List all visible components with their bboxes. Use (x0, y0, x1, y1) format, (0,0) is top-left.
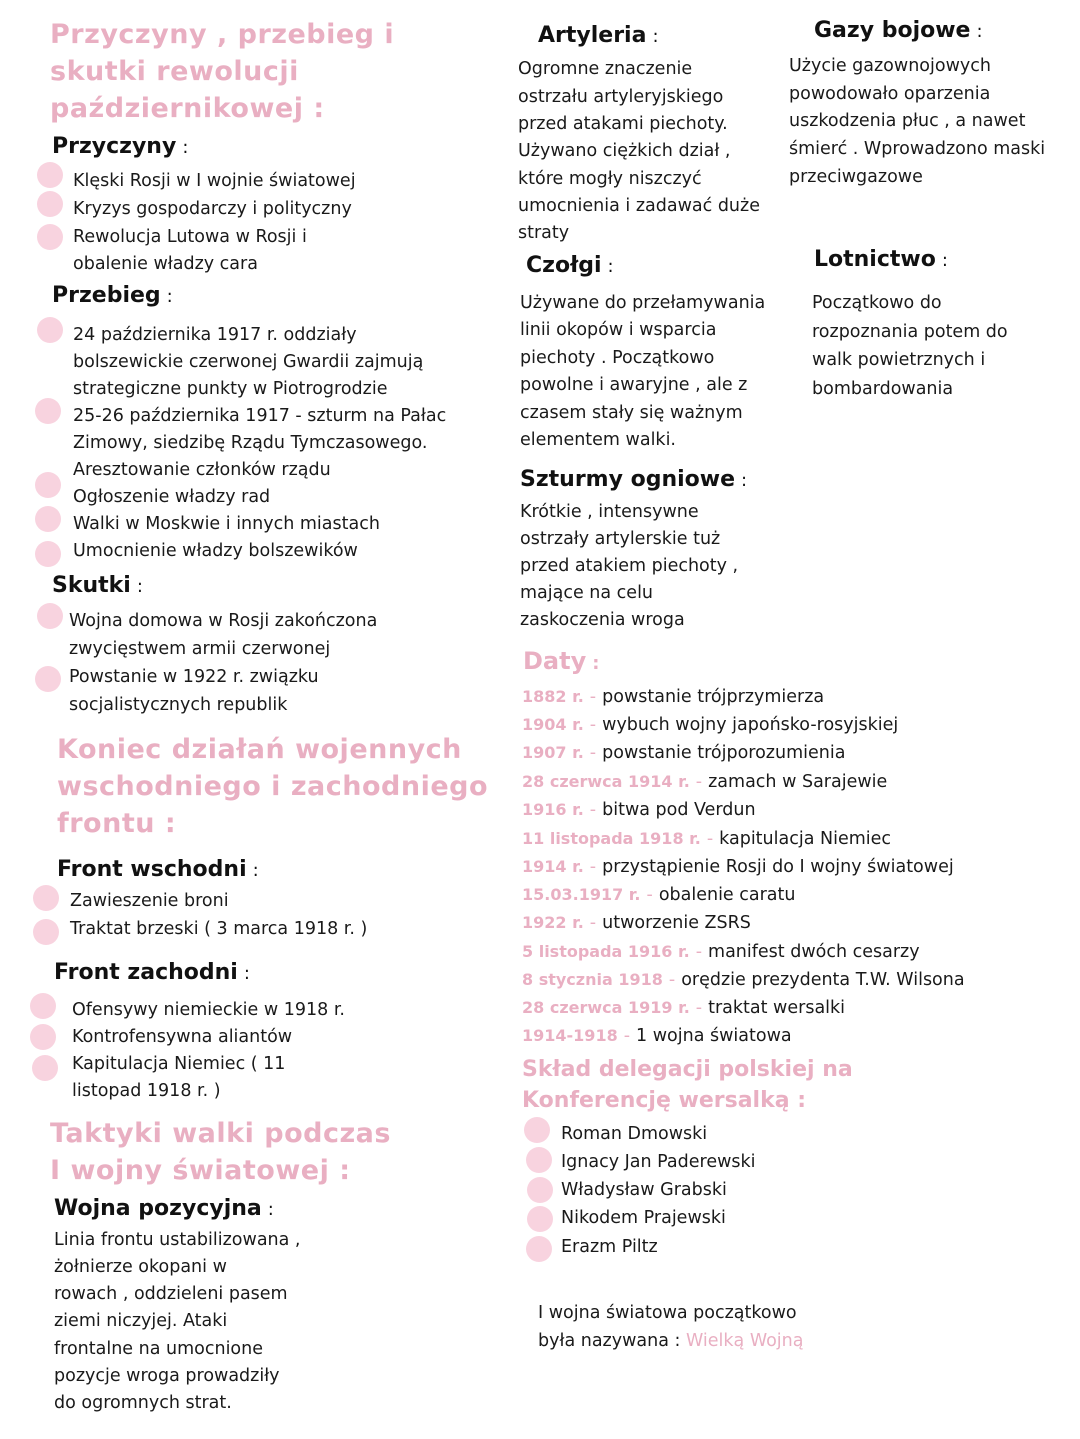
date-event: kapitulacja Niemiec (719, 829, 892, 849)
bullet-dot (35, 398, 61, 424)
date-label: 1882 r. (522, 687, 584, 706)
artyleria-line: straty (518, 223, 570, 243)
szturmy-title: Szturmy ogniowe (520, 467, 736, 492)
date-row: 1907 r. - powstanie trójporozumienia (522, 743, 846, 763)
bullet-dot (37, 191, 63, 217)
date-event: traktat wersalki (708, 998, 846, 1018)
bullet-dot (37, 603, 63, 629)
date-event: manifest dwóch cesarzy (708, 942, 920, 962)
front-zachodni-line: Ofensywy niemieckie w 1918 r. (72, 1000, 345, 1020)
date-row: 1882 r. - powstanie trójprzymierza (522, 687, 825, 707)
date-event: bitwa pod Verdun (602, 800, 756, 820)
note-prefix: była nazywana : (538, 1331, 681, 1351)
delegate-name: Roman Dmowski (561, 1124, 708, 1144)
daty-title: Daty (523, 647, 587, 675)
czolgi-line: piechoty . Początkowo (520, 348, 715, 368)
przebieg-title: Przebieg (52, 283, 161, 308)
skutki-line: Wojna domowa w Rosji zakończona (69, 611, 378, 631)
front-wschodni-heading: Front wschodni : (57, 857, 259, 882)
szturmy-line: ostrzały artylerskie tuż (520, 529, 721, 549)
date-label: 28 czerwca 1919 r. (522, 998, 690, 1017)
koniec-title-line: frontu : (57, 808, 177, 839)
koniec-title-line: Koniec działań wojennych (57, 734, 462, 765)
list-item: Kryzys gospodarczy i polityczny (73, 199, 352, 219)
bullet-dot (526, 1147, 552, 1173)
delegate-name: Nikodem Prajewski (561, 1208, 726, 1228)
artyleria-title: Artyleria (538, 23, 647, 48)
artyleria-line: które mogły niszczyć (518, 169, 702, 189)
list-item: obalenie władzy cara (73, 254, 258, 274)
wojna-pozycyjna-line: Linia frontu ustabilizowana , (54, 1230, 301, 1250)
bullet-dot (33, 919, 59, 945)
date-row: 1916 r. - bitwa pod Verdun (522, 800, 756, 820)
date-event: orędzie prezydenta T.W. Wilsona (681, 970, 965, 990)
przebieg-line: Walki w Moskwie i innych miastach (73, 514, 380, 534)
wojna-pozycyjna-heading: Wojna pozycyjna : (54, 1196, 274, 1221)
front-zachodni-line: Kontrofensywna aliantów (72, 1027, 293, 1047)
bullet-dot (35, 506, 61, 532)
bullet-dot (35, 541, 61, 567)
koniec-title-line: wschodniego i zachodniego (57, 771, 489, 802)
gazy-heading: Gazy bojowe : (814, 18, 983, 43)
przebieg-line: 25-26 października 1917 - szturm na Pałac (73, 406, 447, 426)
przebieg-line: Umocnienie władzy bolszewików (73, 541, 358, 561)
date-label: 28 czerwca 1914 r. (522, 772, 690, 791)
lotnictwo-line: bombardowania (812, 379, 954, 399)
list-item: Klęski Rosji w I wojnie światowej (73, 171, 356, 191)
date-label: 1916 r. (522, 800, 584, 819)
przyczyny-title: Przyczyny (52, 134, 177, 159)
bullet-dot (37, 224, 63, 250)
gazy-line: śmierć . Wprowadzono maski (789, 139, 1046, 159)
artyleria-line: ostrzału artyleryjskiego (518, 87, 724, 107)
bullet-dot (30, 1024, 56, 1050)
przebieg-line: Ogłoszenie władzy rad (73, 487, 271, 507)
czolgi-heading: Czołgi : (526, 253, 614, 278)
bullet-dot (32, 1055, 58, 1081)
taktyki-title-line: Taktyki walki podczas (50, 1118, 391, 1149)
bullet-dot (526, 1236, 552, 1262)
lotnictwo-line: Początkowo do (812, 293, 942, 313)
skutki-title: Skutki (52, 573, 131, 598)
delegacja-title-line: Konferencję wersalką : (522, 1088, 807, 1113)
front-zachodni-line: Kapitulacja Niemiec ( 11 (72, 1054, 286, 1074)
date-label: 1914 r. (522, 857, 584, 876)
gazy-line: Użycie gazownojowych (789, 56, 991, 76)
main-title-line: skutki rewolucji (50, 56, 299, 87)
date-label: 11 listopada 1918 r. (522, 829, 701, 848)
date-label: 1914-1918 (522, 1026, 618, 1045)
czolgi-line: Używane do przełamywania (520, 293, 766, 313)
wojna-pozycyjna-line: ziemi niczyjej. Ataki (54, 1311, 228, 1331)
skutki-heading: Skutki : (52, 573, 143, 598)
szturmy-line: przed atakiem piechoty , (520, 556, 739, 576)
bullet-dot (37, 317, 63, 343)
date-row: 11 listopada 1918 r. - kapitulacja Niemiec (522, 829, 892, 849)
date-label: 1907 r. (522, 743, 584, 762)
date-row: 15.03.1917 r. - obalenie caratu (522, 885, 796, 905)
date-label: 1922 r. (522, 913, 584, 932)
szturmy-line: Krótkie , intensywne (520, 502, 699, 522)
wojna-pozycyjna-line: żołnierze okopani w (54, 1257, 227, 1277)
czolgi-line: linii okopów i wsparcia (520, 320, 717, 340)
czolgi-line: powolne i awaryjne , ale z (520, 375, 748, 395)
date-row: 1914 r. - przystąpienie Rosji do I wojny światowej (522, 857, 954, 877)
date-row: 1914-1918 - 1 wojna światowa (522, 1026, 792, 1046)
lotnictwo-line: walk powietrznych i (812, 350, 986, 370)
wojna-pozycyjna-line: pozycje wroga prowadziły (54, 1366, 280, 1386)
lotnictwo-heading: Lotnictwo : (814, 247, 948, 272)
gazy-line: powodowało oparzenia (789, 84, 991, 104)
skutki-line: socjalistycznych republik (69, 695, 288, 715)
szturmy-line: zaskoczenia wroga (520, 610, 685, 630)
bullet-dot (527, 1177, 553, 1203)
gazy-line: uszkodzenia płuc , a nawet (789, 111, 1026, 131)
bullet-dot (37, 162, 63, 188)
front-zachodni-line: listopad 1918 r. ) (72, 1081, 221, 1101)
gazy-title: Gazy bojowe (814, 18, 971, 43)
date-label: 1904 r. (522, 715, 584, 734)
daty-heading: Daty : (523, 647, 600, 675)
front-zachodni-title: Front zachodni (54, 960, 238, 985)
przebieg-heading: Przebieg : (52, 283, 173, 308)
wojna-pozycyjna-line: do ogromnych strat. (54, 1393, 232, 1413)
wojna-pozycyjna-line: frontalne na umocnione (54, 1339, 264, 1359)
date-row: 1904 r. - wybuch wojny japońsko-rosyjskiej (522, 715, 899, 735)
artyleria-line: umocnienia i zadawać duże (518, 196, 760, 216)
taktyki-title (50, 1115, 391, 1189)
date-event: utworzenie ZSRS (602, 913, 751, 933)
date-label: 5 listopada 1916 r. (522, 942, 690, 961)
front-wschodni-title: Front wschodni (57, 857, 247, 882)
date-row: 1922 r. - utworzenie ZSRS (522, 913, 751, 933)
date-row: 28 czerwca 1919 r. - traktat wersalki (522, 998, 846, 1018)
date-event: zamach w Sarajewie (708, 772, 888, 792)
skutki-line: Powstanie w 1922 r. związku (69, 667, 319, 687)
gazy-line: przeciwgazowe (789, 167, 923, 187)
artyleria-line: Używano ciężkich dział , (518, 141, 731, 161)
date-label: 8 stycznia 1918 (522, 970, 663, 989)
delegate-name: Erazm Piltz (561, 1237, 658, 1257)
bullet-dot (524, 1117, 550, 1143)
date-event: powstanie trójporozumienia (602, 743, 846, 763)
przyczyny-heading: Przyczyny : (52, 134, 189, 159)
list-item: Traktat brzeski ( 3 marca 1918 r. ) (70, 919, 368, 939)
artyleria-line: przed atakami piechoty. (518, 114, 728, 134)
szturmy-heading: Szturmy ogniowe : (520, 467, 748, 492)
szturmy-line: mające na celu (520, 583, 654, 603)
skutki-line: zwycięstwem armii czerwonej (69, 639, 331, 659)
taktyki-title-line: I wojny światowej : (50, 1155, 351, 1186)
czolgi-line: elementem walki. (520, 430, 676, 450)
note-highlight: Wielką Wojną (685, 1331, 804, 1351)
date-row: 28 czerwca 1914 r. - zamach w Sarajewie (522, 772, 888, 792)
bullet-dot (33, 885, 59, 911)
artyleria-line: Ogromne znaczenie (518, 59, 693, 79)
lotnictwo-title: Lotnictwo (814, 247, 936, 272)
przebieg-line: strategiczne punkty w Piotrogrodzie (73, 379, 388, 399)
przebieg-line: 24 października 1917 r. oddziały (73, 325, 357, 345)
date-event: wybuch wojny japońsko-rosyjskiej (602, 715, 899, 735)
przebieg-line: bolszewickie czerwonej Gwardii zajmują (73, 352, 424, 372)
lotnictwo-line: rozpoznania potem do (812, 322, 1008, 342)
list-item: Zawieszenie broni (70, 891, 229, 911)
date-event: obalenie caratu (658, 885, 796, 905)
list-item: Rewolucja Lutowa w Rosji i (73, 227, 307, 247)
delegate-name: Władysław Grabski (561, 1180, 727, 1200)
front-zachodni-heading: Front zachodni : (54, 960, 250, 985)
delegate-name: Ignacy Jan Paderewski (561, 1152, 756, 1172)
bullet-dot (35, 472, 61, 498)
main-title-line: Przyczyny , przebieg i (50, 19, 395, 50)
bullet-dot (30, 993, 56, 1019)
delegacja-title-line: Skład delegacji polskiej na (522, 1057, 853, 1082)
przebieg-line: Aresztowanie członków rządu (73, 460, 331, 480)
wojna-pozycyjna-title: Wojna pozycyjna (54, 1196, 262, 1221)
main-title-line: październikowej : (50, 93, 325, 124)
czolgi-title: Czołgi (526, 253, 602, 278)
delegacja-heading (522, 1054, 853, 1116)
date-event: 1 wojna światowa (636, 1026, 792, 1046)
date-event: przystąpienie Rosji do I wojny światowej (602, 857, 954, 877)
date-row: 5 listopada 1916 r. - manifest dwóch cesarzy (522, 942, 920, 962)
czolgi-line: czasem stały się ważnym (520, 403, 743, 423)
date-row: 8 stycznia 1918 - orędzie prezydenta T.W. Wilsona (522, 970, 965, 990)
przebieg-line: Zimowy, siedzibę Rządu Tymczasowego. (73, 433, 428, 453)
artyleria-heading: Artyleria : (538, 23, 659, 48)
date-event: powstanie trójprzymierza (602, 687, 825, 707)
date-label: 15.03.1917 r. (522, 885, 641, 904)
note-line: I wojna światowa początkowo (538, 1303, 797, 1323)
bullet-dot (35, 666, 61, 692)
bullet-dot (527, 1206, 553, 1232)
main-title (50, 16, 394, 127)
wojna-pozycyjna-line: rowach , oddzieleni pasem (54, 1284, 288, 1304)
koniec-title (57, 731, 488, 842)
note-line (538, 1328, 803, 1355)
